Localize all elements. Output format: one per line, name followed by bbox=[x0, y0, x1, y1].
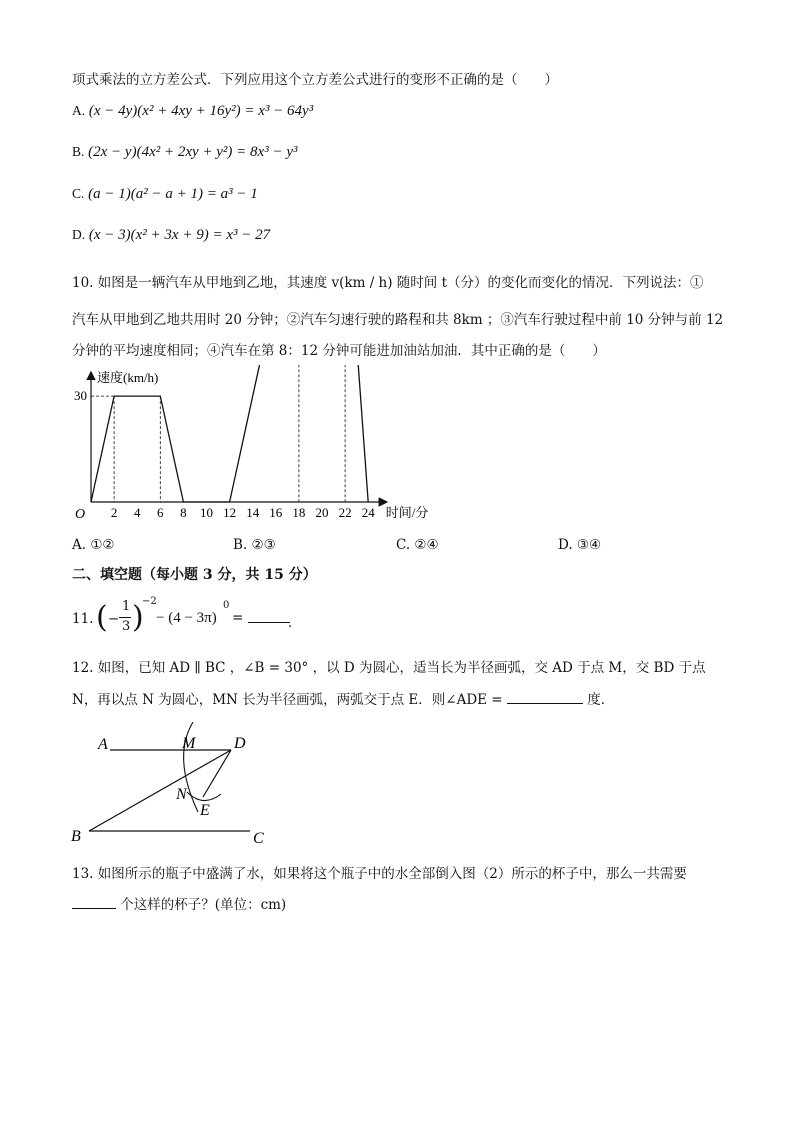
right-paren: ) bbox=[132, 600, 144, 635]
x-tick-label: 10 bbox=[200, 505, 213, 520]
fraction-denominator: 3 bbox=[122, 619, 131, 634]
fraction-numerator: 1 bbox=[122, 599, 131, 614]
q11-number: 11. bbox=[72, 611, 94, 627]
speed-time-chart bbox=[60, 365, 460, 525]
answer-blank bbox=[507, 691, 583, 704]
answer-blank bbox=[248, 610, 290, 623]
option-label: C. bbox=[72, 186, 85, 201]
answer-blank bbox=[72, 896, 116, 909]
x-axis-label: 时间/分 bbox=[385, 505, 429, 520]
geometry-figure bbox=[60, 722, 290, 852]
option-label: B. bbox=[72, 144, 85, 159]
q13-line1: 13. 如图所示的瓶子中盛满了水，如果将这个瓶子中的水全部倒入图（2）所示的杯子中，那么一共需要 bbox=[72, 866, 687, 882]
left-paren: ( bbox=[96, 600, 108, 635]
option-expr: (2x − y)(4x² + 2xy + y²) = 8x³ − y³ bbox=[88, 144, 298, 160]
option-label: D. bbox=[72, 227, 86, 242]
label-n: N bbox=[176, 786, 187, 803]
fraction-bar bbox=[119, 617, 131, 618]
label-e: E bbox=[200, 802, 210, 819]
x-tick-label: 2 bbox=[110, 505, 118, 520]
q9-option-d bbox=[72, 227, 270, 244]
option-expr: (x − 3)(x² + 3x + 9) = x³ − 27 bbox=[88, 227, 271, 243]
label-d: D bbox=[234, 735, 246, 752]
origin-label: O bbox=[75, 507, 86, 522]
q13-line2-text: 个这样的杯子？(单位：cm) bbox=[120, 897, 287, 913]
segment-de bbox=[203, 750, 231, 797]
q9-option-b bbox=[72, 144, 297, 161]
x-tick-label: 22 bbox=[338, 505, 352, 520]
q12-line2-end: 度． bbox=[587, 692, 615, 708]
q9-stem: 项式乘法的立方差公式．下列应用这个立方差公式进行的变形不正确的是（ ） bbox=[72, 72, 558, 88]
q10-choice-c: C. ②④ bbox=[396, 537, 439, 553]
q9-option-a bbox=[72, 103, 313, 120]
x-tick-label: 14 bbox=[246, 505, 260, 520]
q12-line2-text: N，再以点 N 为圆心，MN 长为半径画弧，两弧交于点 E．则∠ADE = bbox=[72, 692, 503, 708]
q10-choice-a: A. ①② bbox=[72, 537, 115, 553]
x-tick-label: 6 bbox=[157, 505, 164, 520]
q12-line2 bbox=[72, 688, 614, 708]
expression-tail: − (4 − 3π) bbox=[156, 610, 217, 626]
q10-line2: 汽车从甲地到乙地共用时 20 分钟；②汽车匀速行驶的路程和共 8km ；③汽车行驶过程中前 10 分钟与前 12 bbox=[72, 312, 724, 328]
x-tick-label: 12 bbox=[223, 505, 237, 520]
label-m: M bbox=[182, 735, 196, 752]
label-a: A bbox=[98, 736, 108, 753]
q9-option-c bbox=[72, 186, 258, 203]
y-axis-label: 速度(km/h) bbox=[97, 370, 159, 385]
x-tick-label: 4 bbox=[133, 505, 141, 520]
q10-choice-d: D. ③④ bbox=[558, 537, 602, 553]
end-mark: ． bbox=[288, 615, 302, 631]
q10-choice-b: B. ②③ bbox=[233, 537, 276, 553]
x-tick-label: 24 bbox=[361, 505, 375, 520]
exponent-1: −2 bbox=[142, 596, 157, 607]
q10-line1: 10. 如图是一辆汽车从甲地到乙地，其速度 v(km / h) 随时间 t（分）的变化而变化的情况．下列说法：① bbox=[72, 275, 704, 291]
y-tick-label: 30 bbox=[74, 388, 87, 404]
q10-line3: 分钟的平均速度相同；④汽车在第 8：12 分钟可能进加油站加油．其中正确的是（ ） bbox=[72, 343, 606, 359]
x-tick-label: 18 bbox=[292, 505, 306, 520]
speed-series-line bbox=[91, 365, 368, 502]
x-tick-label: 8 bbox=[180, 505, 187, 520]
q12-line1: 12. 如图，已知 AD ∥ BC ，∠B = 30° ，以 D 为圆心，适当长为半径画弧，交 AD 于点 M，交 BD 于点 bbox=[72, 660, 706, 676]
section-heading: 二、填空题（每小题 3 分，共 15 分） bbox=[72, 567, 317, 583]
equals-sign: = bbox=[232, 610, 244, 626]
label-c: C bbox=[253, 830, 264, 847]
minus-sign: − bbox=[108, 611, 120, 627]
exponent-2: 0 bbox=[223, 600, 230, 611]
q13-line2 bbox=[72, 893, 286, 913]
option-expr: (a − 1)(a² − a + 1) = a³ − 1 bbox=[88, 186, 258, 202]
option-expr: (x − 4y)(x² + 4xy + 16y²) = x³ − 64y³ bbox=[88, 103, 314, 119]
x-tick-label: 16 bbox=[269, 505, 283, 520]
option-label: A. bbox=[72, 103, 86, 118]
label-b: B bbox=[71, 828, 81, 845]
x-tick-label: 20 bbox=[315, 505, 329, 520]
